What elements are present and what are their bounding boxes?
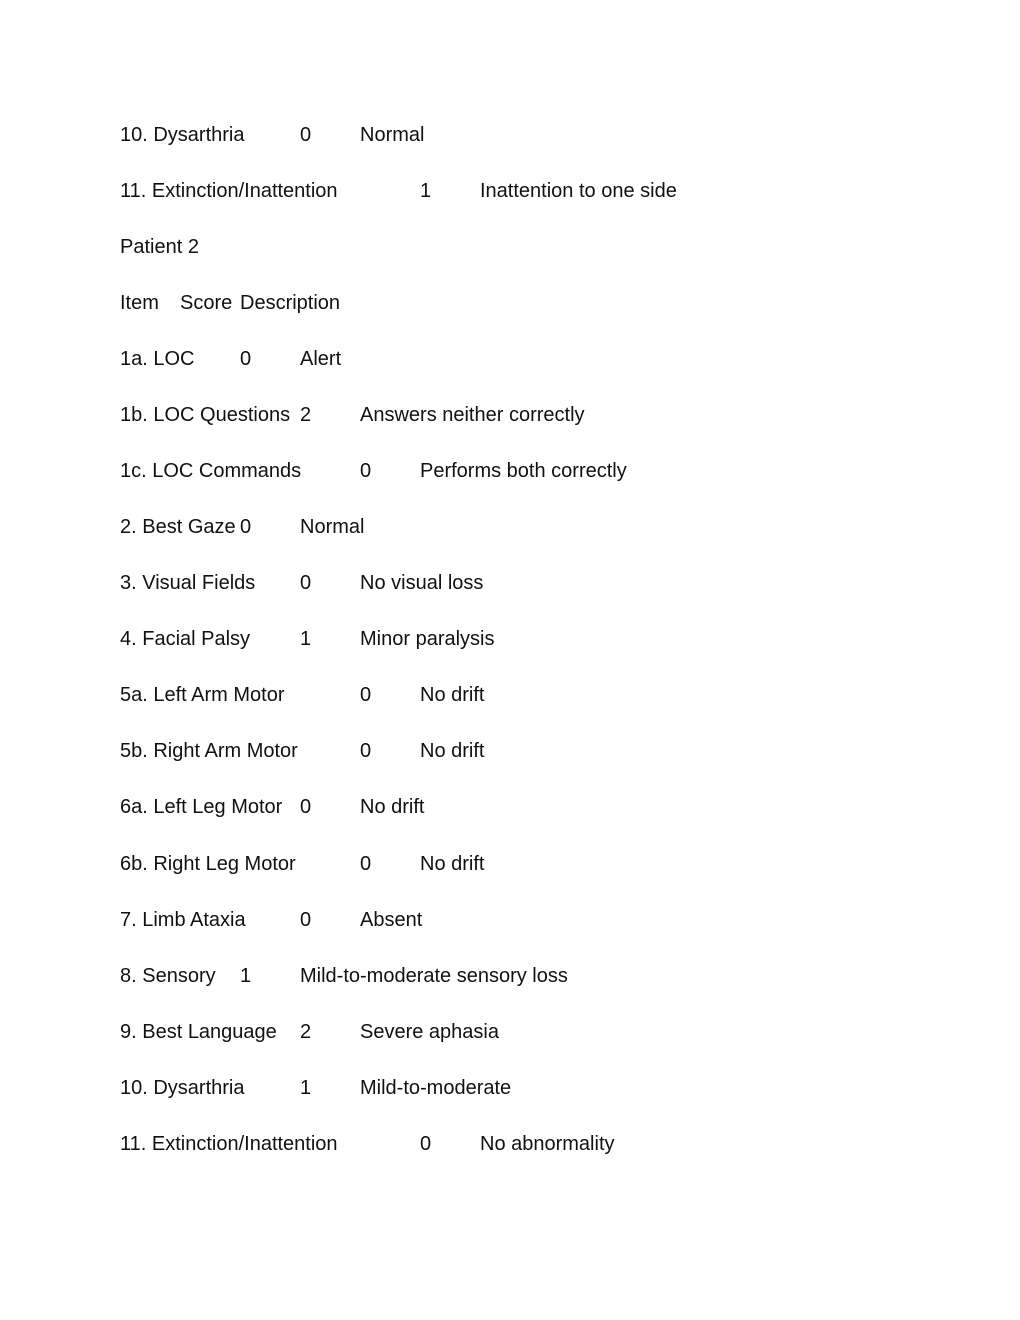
description-cell: No abnormality [480,1133,615,1155]
description-cell: Minor paralysis [360,628,495,650]
header-description: Description [240,292,341,314]
item-cell: 1c. LOC Commands [120,460,302,482]
description-cell: Answers neither correctly [360,404,585,426]
item-cell: 7. Limb Ataxia [120,909,246,931]
score-cell: 0 [300,909,312,931]
description-cell: Mild-to-moderate sensory loss [300,965,568,987]
item-cell: 11. Extinction/Inattention [120,180,338,202]
score-cell: 2 [300,404,312,426]
score-cell: 0 [300,124,312,146]
description-cell: Absent [360,909,423,931]
section-title [120,233,199,261]
item-cell: 4. Facial Palsy [120,628,251,650]
item-cell: 1a. LOC [120,348,195,370]
description-cell: No visual loss [360,572,484,594]
description-cell: No drift [420,853,485,875]
item-cell: 10. Dysarthria [120,124,245,146]
item-cell: 6a. Left Leg Motor [120,796,283,818]
item-cell: 11. Extinction/Inattention [120,1133,338,1155]
description-cell: Severe aphasia [360,1021,499,1043]
item-cell: 1b. LOC Questions [120,404,291,426]
item-cell: 6b. Right Leg Motor [120,853,296,875]
score-cell: 1 [240,965,252,987]
description-cell: No drift [420,684,485,706]
score-cell: 1 [420,180,432,202]
score-cell: 0 [360,460,372,482]
description-cell: Normal [300,516,365,538]
description-cell: Normal [360,124,425,146]
description-cell: Inattention to one side [480,180,677,202]
item-cell: 3. Visual Fields [120,572,256,594]
score-cell: 0 [240,516,252,538]
description-cell: No drift [360,796,425,818]
item-cell: 8. Sensory [120,965,216,987]
patient-title: Patient 2 [120,236,199,258]
score-cell: 0 [420,1133,432,1155]
score-cell: 0 [360,684,372,706]
header-score: Score [180,292,233,314]
description-cell: Mild-to-moderate [360,1077,512,1099]
description-cell: Alert [300,348,342,370]
score-cell: 0 [360,853,372,875]
item-cell: 2. Best Gaze [120,516,236,538]
item-cell: 5a. Left Arm Motor [120,684,285,706]
score-cell: 0 [300,572,312,594]
score-cell: 0 [360,740,372,762]
item-cell: 9. Best Language [120,1021,277,1043]
item-cell: 10. Dysarthria [120,1077,245,1099]
header-item: Item [120,292,159,314]
score-cell: 1 [300,628,312,650]
description-cell: No drift [420,740,485,762]
score-cell: 1 [300,1077,312,1099]
description-cell: Performs both correctly [420,460,627,482]
score-cell: 2 [300,1021,312,1043]
score-cell: 0 [300,796,312,818]
item-cell: 5b. Right Arm Motor [120,740,298,762]
score-cell: 0 [240,348,252,370]
